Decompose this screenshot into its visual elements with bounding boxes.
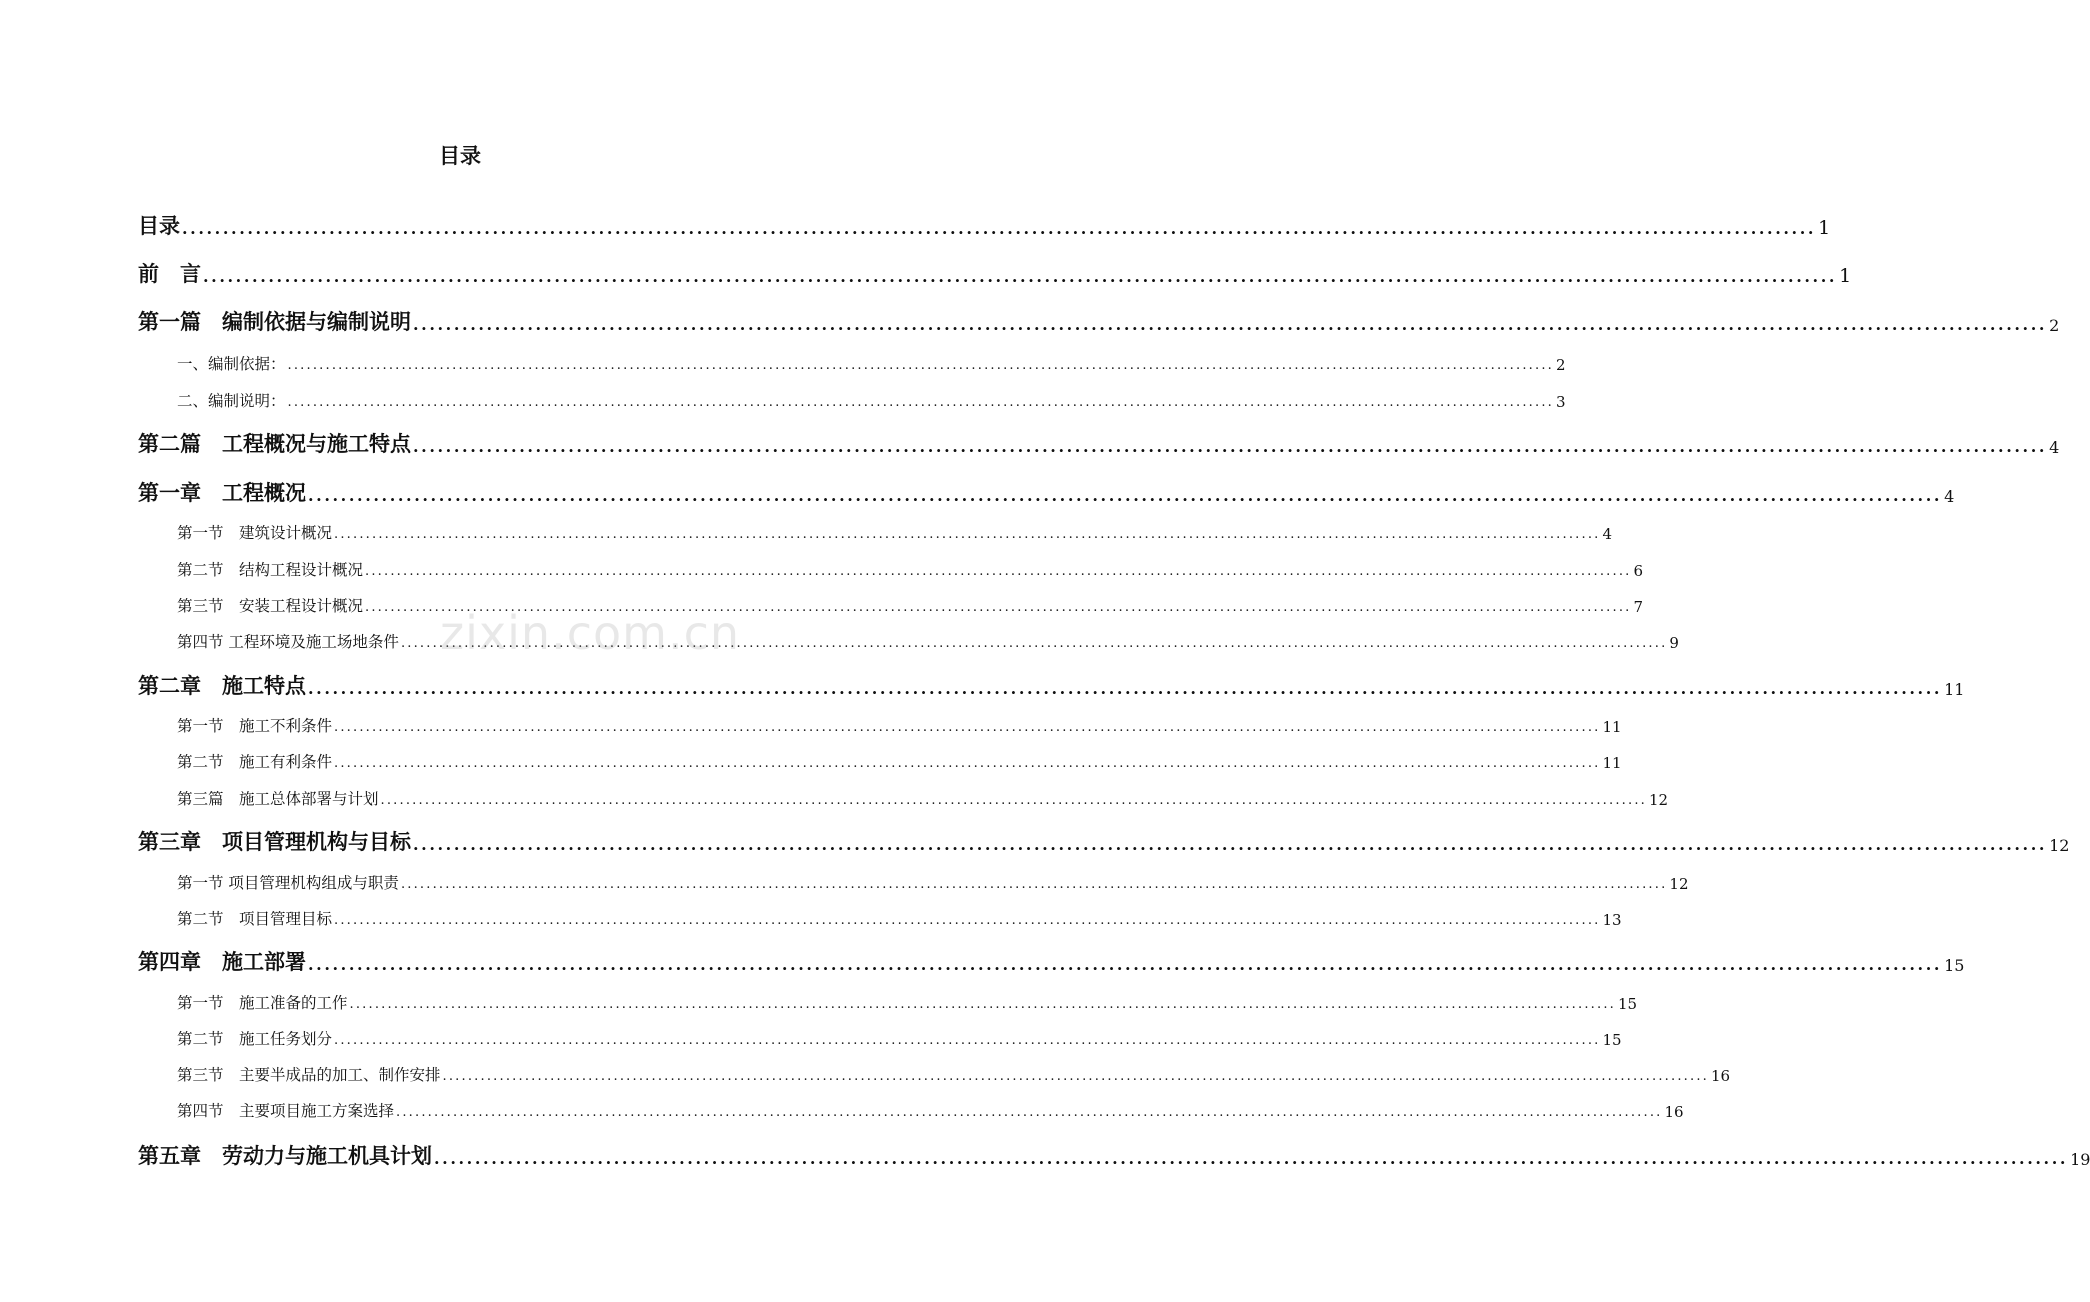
dot-leader: ........................................................................................................................................................................................................: [413, 315, 2048, 334]
toc-entry-page-number: 4: [1944, 487, 1955, 506]
toc-entry-label: 第一节 施工不利条件: [177, 717, 333, 735]
toc-entry-label: 目录: [138, 214, 180, 238]
toc-entry-label: 第二篇 工程概况与施工特点: [138, 432, 411, 456]
toc-entry-page-number: 12: [1669, 875, 1689, 893]
toc-entry-label: 第二节 施工任务划分: [177, 1030, 333, 1048]
toc-entry-page-number: 13: [1602, 911, 1622, 929]
dot-leader: ........................................................................................................................................................................................................: [400, 877, 1668, 892]
toc-entry-page-number: 11: [1602, 718, 1622, 736]
toc-entry-page-number: 15: [1944, 956, 1965, 975]
toc-entry-page-number: 2: [1555, 356, 1566, 374]
toc-entry-page-number: 15: [1617, 995, 1638, 1013]
dot-leader: ........................................................................................................................................................................................................: [287, 358, 1554, 373]
dot-leader: ........................................................................................................................................................................................................: [380, 793, 1647, 808]
toc-entry-label: 第五章 劳动力与施工机具计划: [138, 1144, 432, 1168]
toc-entry[interactable]: [138, 1140, 2090, 1170]
dot-leader: ........................................................................................................................................................................................................: [334, 1033, 1601, 1048]
toc-entry-label: 第三篇 施工总体部署与计划: [177, 790, 379, 808]
toc-entry-page-number: 19: [2070, 1150, 2090, 1169]
toc-entry-label: 前 言: [138, 262, 201, 286]
toc-entry-page-number: 7: [1633, 598, 1644, 616]
toc-entry-page-number: 2: [2049, 316, 2060, 335]
toc-entry-label: 第三节 主要半成品的加工、制作安排: [177, 1066, 441, 1084]
toc-entry-label: 第一节 建筑设计概况: [177, 524, 333, 542]
toc-entry-page-number: 16: [1710, 1067, 1731, 1085]
dot-leader: ........................................................................................................................................................................................................: [334, 527, 1601, 542]
toc-entry-page-number: 4: [2049, 438, 2060, 457]
toc-entry-label: 一、编制依据：: [177, 355, 286, 373]
toc-entry[interactable]: [177, 991, 1638, 1013]
dot-leader: ........................................................................................................................................................................................................: [413, 835, 2048, 854]
toc-entry[interactable]: [177, 594, 1644, 616]
dot-leader: ........................................................................................................................................................................................................: [334, 720, 1601, 735]
toc-entry[interactable]: [138, 946, 1965, 976]
dot-leader: ........................................................................................................................................................................................................: [396, 1105, 1663, 1120]
toc-entry[interactable]: [177, 750, 1622, 772]
toc-entry-page-number: 6: [1633, 562, 1644, 580]
toc-entry[interactable]: [138, 210, 1831, 240]
dot-leader: ........................................................................................................................................................................................................: [365, 600, 1632, 615]
toc-entry[interactable]: [138, 306, 2060, 336]
toc-entry[interactable]: [177, 787, 1669, 809]
toc-entry[interactable]: [177, 714, 1622, 736]
watermark: zixin.com.cn: [440, 606, 741, 660]
toc-entry[interactable]: [177, 871, 1689, 893]
dot-leader: ........................................................................................................................................................................................................: [308, 679, 1943, 698]
toc-entry-label: 第一篇 编制依据与编制说明: [138, 310, 411, 334]
toc-entry-page-number: 16: [1664, 1103, 1684, 1121]
dot-leader: ........................................................................................................................................................................................................: [287, 395, 1554, 410]
toc-entry-label: 第四节 工程环境及施工场地条件: [177, 633, 399, 651]
toc-entry[interactable]: [138, 826, 2070, 856]
toc-entry[interactable]: [177, 907, 1622, 929]
toc-entry[interactable]: [138, 477, 1955, 507]
dot-leader: ........................................................................................................................................................................................................: [334, 756, 1601, 771]
toc-entry[interactable]: [177, 558, 1644, 580]
toc-entry[interactable]: [177, 352, 1566, 374]
toc-entry-page-number: 12: [2049, 836, 2070, 855]
toc-entry-label: 第二章 施工特点: [138, 674, 306, 698]
toc-entry-label: 第三节 安装工程设计概况: [177, 597, 364, 615]
dot-leader: ........................................................................................................................................................................................................: [349, 997, 1616, 1012]
toc-entry-label: 第二节 项目管理目标: [177, 910, 333, 928]
toc-entry[interactable]: [177, 389, 1566, 411]
toc-entry-page-number: 9: [1669, 634, 1679, 652]
dot-leader: ........................................................................................................................................................................................................: [308, 955, 1943, 974]
dot-leader: ........................................................................................................................................................................................................: [182, 219, 1817, 238]
toc-entry-label: 第一节 施工准备的工作: [177, 994, 348, 1012]
toc-entry-label: 第一章 工程概况: [138, 481, 306, 505]
toc-entry-page-number: 1: [1818, 217, 1831, 239]
toc-entry-page-number: 4: [1602, 525, 1613, 543]
dot-leader: ........................................................................................................................................................................................................: [308, 486, 1943, 505]
dot-leader: ........................................................................................................................................................................................................: [203, 267, 1838, 286]
toc-entry-label: 第二节 结构工程设计概况: [177, 561, 364, 579]
toc-entry-label: 第三章 项目管理机构与目标: [138, 830, 411, 854]
toc-entry-page-number: 11: [1944, 680, 1965, 699]
dot-leader: ........................................................................................................................................................................................................: [400, 636, 1668, 651]
dot-leader: ........................................................................................................................................................................................................: [365, 564, 1632, 579]
toc-entry-label: 二、编制说明：: [177, 392, 286, 410]
toc-entry[interactable]: [177, 1063, 1731, 1085]
dot-leader: ........................................................................................................................................................................................................: [442, 1069, 1709, 1084]
toc-title: 目录: [439, 144, 481, 168]
dot-leader: ........................................................................................................................................................................................................: [334, 913, 1601, 928]
toc-entry[interactable]: [177, 521, 1613, 543]
toc-entry-page-number: 15: [1602, 1031, 1622, 1049]
toc-entry-page-number: 3: [1555, 393, 1566, 411]
toc-entry[interactable]: [138, 258, 1852, 288]
dot-leader: ........................................................................................................................................................................................................: [413, 437, 2048, 456]
toc-entry[interactable]: [177, 630, 1679, 652]
toc-entry-label: 第一节 项目管理机构组成与职责: [177, 874, 399, 892]
toc-entry-page-number: 1: [1839, 265, 1852, 287]
toc-entry-label: 第四节 主要项目施工方案选择: [177, 1102, 395, 1120]
toc-entry-label: 第二节 施工有利条件: [177, 753, 333, 771]
toc-entry[interactable]: [138, 428, 2060, 458]
toc-entry[interactable]: [177, 1099, 1684, 1121]
toc-entry[interactable]: [138, 670, 1965, 700]
dot-leader: ........................................................................................................................................................................................................: [434, 1149, 2069, 1168]
toc-entry-page-number: 12: [1648, 791, 1669, 809]
toc-entry-label: 第四章 施工部署: [138, 950, 306, 974]
toc-entry[interactable]: [177, 1027, 1622, 1049]
toc-entry-page-number: 11: [1602, 754, 1622, 772]
